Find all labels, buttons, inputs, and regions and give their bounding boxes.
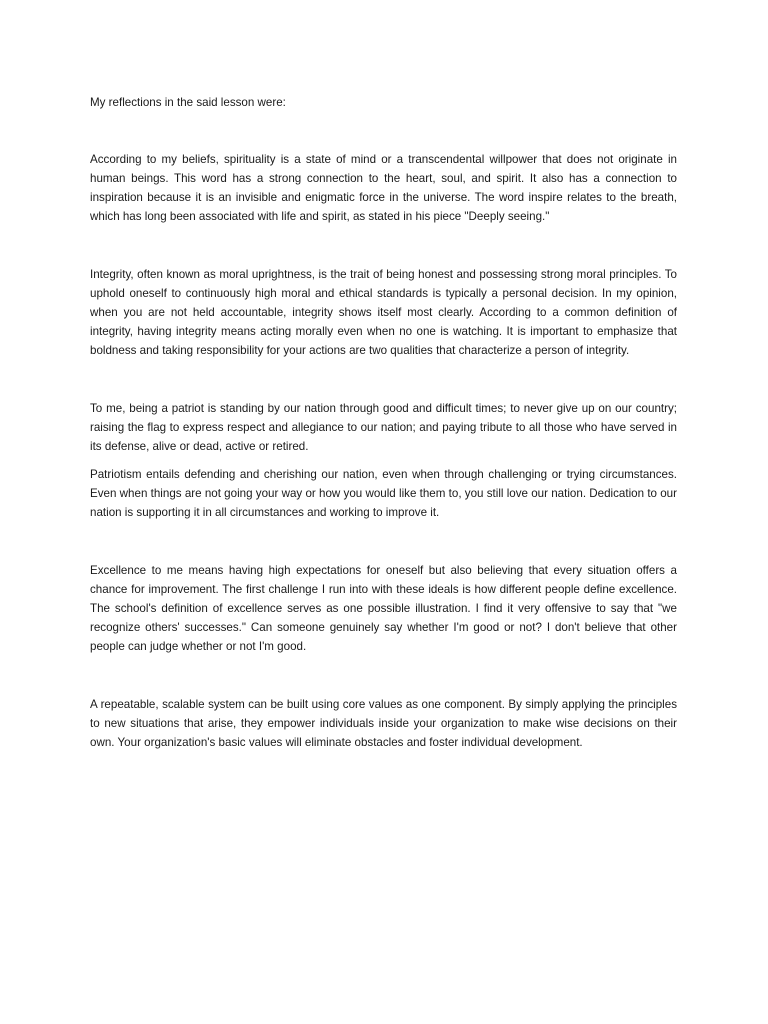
paragraph-core-values: A repeatable, scalable system can be built using core values as one component. By simply applying the principles to new situations that arise, they empower individuals inside your organization to make wise decisions on their own. Your organization's basic values will eliminate obstacles and foster individual development. bbox=[90, 698, 677, 749]
paragraph-spirituality: According to my beliefs, spirituality is a state of mind or a transcendental willpower that does not originate in human beings. This word has a strong connection to the heart, soul, and spirit. It also has a connection to inspiration because it is an invisible and enigmatic force in the universe. The word inspire relates to the breath, which has long been associated with life and spirit, as stated in his piece "Deeply seeing." bbox=[90, 153, 677, 223]
paragraph-integrity: Integrity, often known as moral uprightness, is the trait of being honest and possessing strong moral principles. To uphold oneself to continuously high moral and ethical standards is typically a personal decision. In my opinion, when you are not held accountable, integrity shows itself most clearly. According to a common definition of integrity, having integrity means acting morally even when no one is watching. It is important to emphasize that boldness and taking responsibility for your actions are two qualities that characterize a person of integrity. bbox=[90, 268, 677, 357]
paragraph-patriot: To me, being a patriot is standing by our nation through good and difficult times; to never give up on our country; raising the flag to express respect and allegiance to our nation; and paying tribute to all those who have served in its defense, alive or dead, active or retired. bbox=[90, 402, 677, 453]
paragraph-patriotism: Patriotism entails defending and cherishing our nation, even when through challenging or trying circumstances. Even when things are not going your way or how you would like them to, you still love our nation. Dedication to our nation is supporting it in all circumstances and working to improve it. bbox=[90, 468, 677, 519]
document-body bbox=[90, 93, 677, 752]
paragraph-excellence: Excellence to me means having high expectations for oneself but also believing that every situation offers a chance for improvement. The first challenge I run into with these ideals is how different people define excellence. The school's definition of excellence serves as one possible illustration. I find it very offensive to say that "we recognize others' successes." Can someone genuinely say whether I'm good or not? I don't believe that other people can judge whether or not I'm good. bbox=[90, 564, 677, 653]
intro-line: My reflections in the said lesson were: bbox=[90, 96, 286, 109]
